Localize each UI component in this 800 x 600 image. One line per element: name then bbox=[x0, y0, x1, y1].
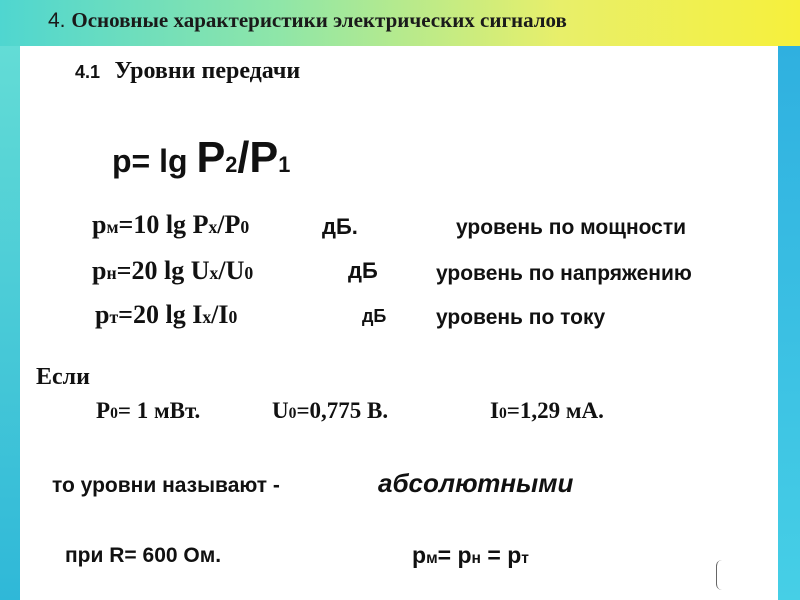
formula-current-x: I bbox=[192, 300, 203, 329]
formula-power-p-sub: м bbox=[106, 217, 119, 237]
slide-title-text: Основные характеристики электрических сигналов bbox=[71, 8, 567, 32]
formula-power-eq: =10 lg bbox=[118, 210, 193, 239]
formula-voltage-description: уровень по напряжению bbox=[436, 262, 692, 285]
formula-current-x-sub: x bbox=[202, 307, 212, 327]
footer-pm-sub: м bbox=[426, 550, 438, 567]
condition-i0 bbox=[490, 398, 604, 424]
formula-current bbox=[95, 300, 237, 330]
formula-voltage-p: p bbox=[92, 256, 107, 285]
formula-voltage bbox=[92, 256, 253, 286]
formula-voltage-y-sub: 0 bbox=[244, 263, 254, 283]
footer-eq2: = bbox=[480, 542, 508, 568]
condition-if-label: Если bbox=[36, 364, 90, 390]
formula-current-y: I bbox=[218, 300, 229, 329]
formula-voltage-unit: дБ bbox=[348, 258, 378, 283]
formula-current-p: p bbox=[95, 300, 110, 329]
formula-current-slash: / bbox=[211, 300, 219, 329]
condition-u0 bbox=[272, 398, 388, 424]
formula-power-y: P bbox=[224, 210, 241, 239]
condition-i0-sub: 0 bbox=[498, 405, 507, 422]
main-formula bbox=[112, 134, 290, 183]
formula-power-p: p bbox=[92, 210, 107, 239]
formula-voltage-x-sub: x bbox=[209, 263, 219, 283]
footer-pt-sub: т bbox=[521, 550, 529, 567]
condition-p0-value: = 1 мВт. bbox=[117, 398, 201, 423]
main-formula-p2-sub: 2 bbox=[225, 152, 238, 177]
section-heading bbox=[75, 58, 300, 85]
condition-u0-symbol: U bbox=[272, 398, 289, 423]
main-formula-p2: P bbox=[196, 134, 226, 182]
formula-voltage-x: U bbox=[190, 256, 210, 285]
formula-current-unit: дБ bbox=[362, 306, 387, 326]
condition-i0-symbol: I bbox=[490, 398, 499, 423]
section-title: Уровни передачи bbox=[114, 58, 301, 84]
main-formula-lhs: p= lg bbox=[112, 143, 197, 179]
slide-title bbox=[48, 8, 567, 33]
formula-voltage-y: U bbox=[225, 256, 245, 285]
footer-pt: p bbox=[507, 542, 522, 568]
condition-p0-symbol: P bbox=[96, 398, 111, 423]
condition-u0-value: =0,775 В. bbox=[296, 398, 389, 423]
condition-i0-value: =1,29 мА. bbox=[506, 398, 604, 423]
footer-equality bbox=[412, 542, 529, 569]
section-number: 4.1 bbox=[75, 62, 101, 82]
footer-pm: p bbox=[412, 542, 427, 568]
formula-power-slash: / bbox=[217, 210, 225, 239]
condition-u0-sub: 0 bbox=[288, 405, 297, 422]
formula-power-unit: дБ. bbox=[322, 214, 358, 239]
footer-eq1: = bbox=[437, 542, 458, 568]
scan-mark bbox=[716, 560, 723, 590]
condition-p0 bbox=[96, 398, 200, 424]
right-border-bar bbox=[778, 46, 800, 600]
formula-current-y-sub: 0 bbox=[228, 307, 238, 327]
footer-resistance: при R= 600 Ом. bbox=[65, 544, 222, 567]
formula-voltage-p-sub: н bbox=[106, 263, 117, 283]
conclusion-emphasis: абсолютными bbox=[378, 468, 574, 498]
condition-p0-sub: 0 bbox=[110, 405, 118, 422]
formula-power-y-sub: 0 bbox=[240, 217, 250, 237]
left-border-bar bbox=[0, 46, 20, 600]
formula-power-description: уровень по мощности bbox=[456, 216, 687, 239]
conclusion-text: то уровни называют - bbox=[52, 474, 280, 497]
formula-current-eq: =20 lg bbox=[118, 300, 193, 329]
main-formula-p1-sub: 1 bbox=[278, 152, 291, 177]
formula-voltage-eq: =20 lg bbox=[116, 256, 191, 285]
formula-current-description: уровень по току bbox=[436, 306, 606, 329]
formula-power-x: P bbox=[192, 210, 209, 239]
main-formula-slash: / bbox=[237, 134, 250, 182]
formula-current-p-sub: т bbox=[109, 307, 119, 327]
main-formula-p1: P bbox=[249, 134, 279, 182]
footer-pn-sub: н bbox=[471, 550, 481, 567]
formula-voltage-slash: / bbox=[218, 256, 226, 285]
formula-power bbox=[92, 210, 249, 240]
footer-pn: p bbox=[457, 542, 472, 568]
slide-number: 4. bbox=[48, 9, 66, 32]
formula-power-x-sub: x bbox=[208, 217, 218, 237]
